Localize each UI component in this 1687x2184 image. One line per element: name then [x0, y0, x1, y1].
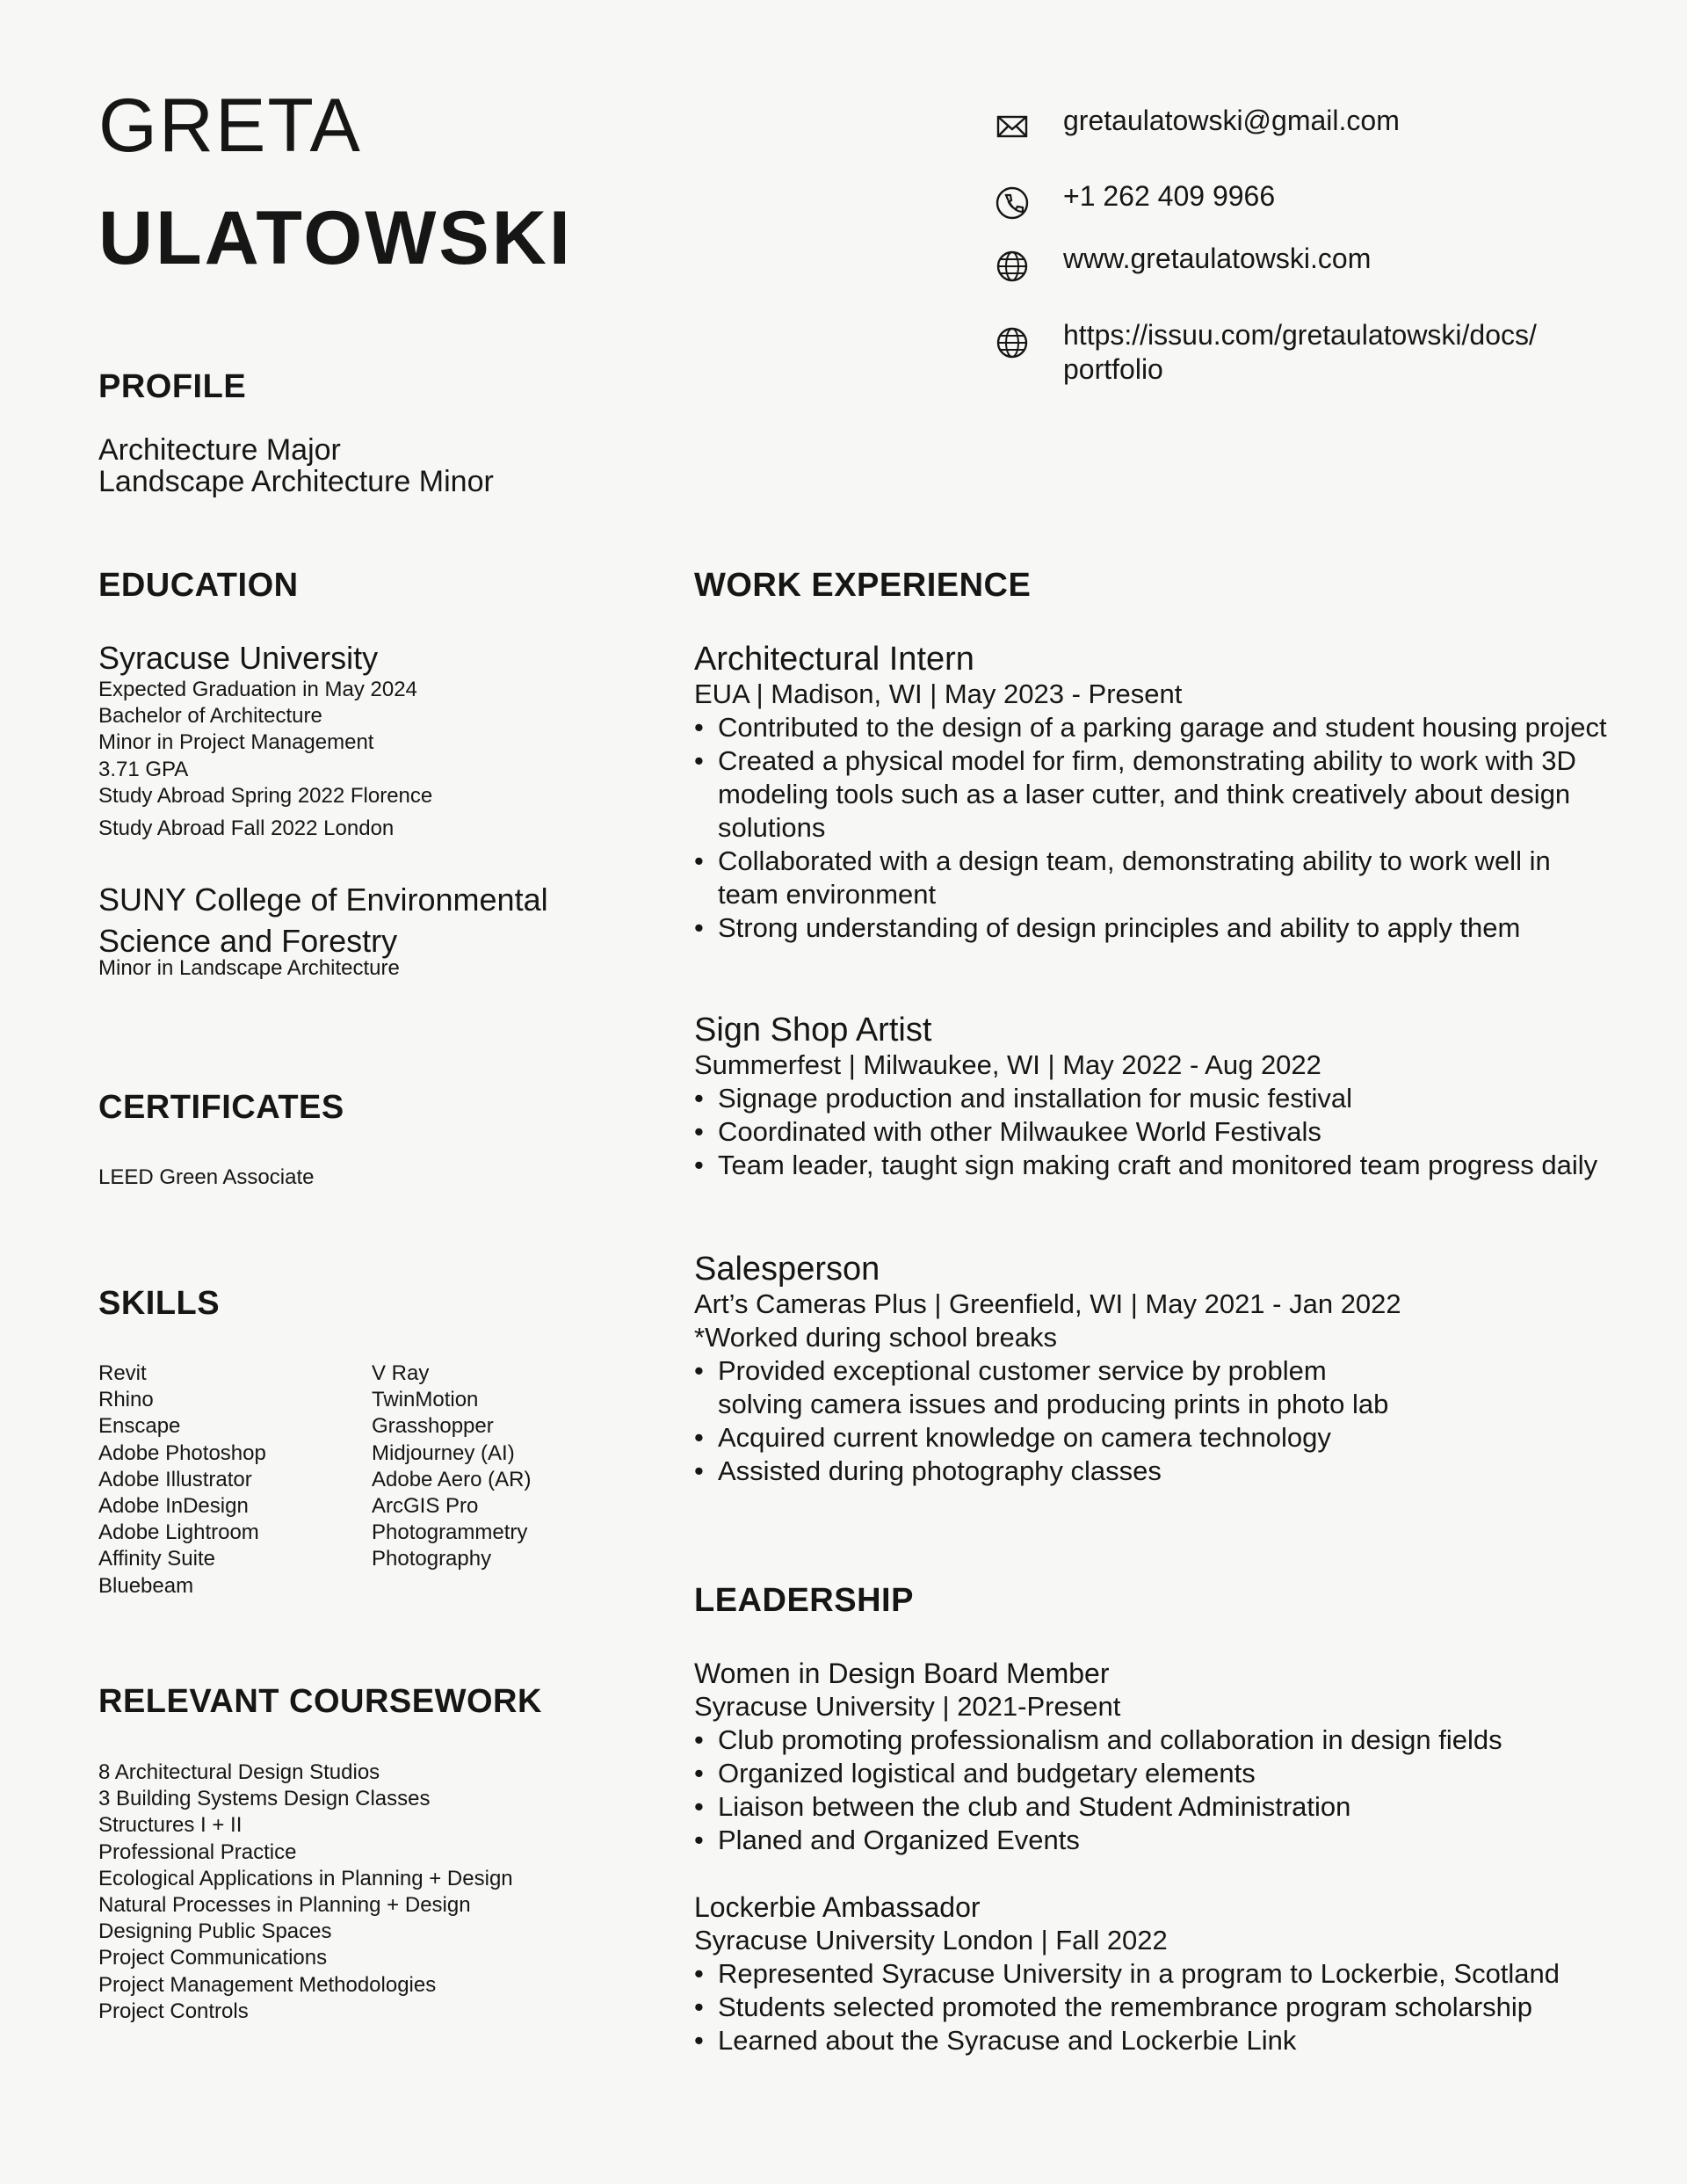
skill-item: TwinMotion [372, 1388, 479, 1412]
course-item: Natural Processes in Planning + Design [98, 1893, 471, 1918]
leadership-bullet: • Students selected promoted the remembrance program scholarship [694, 1991, 1625, 2024]
job-bullets [694, 711, 1608, 945]
syracuse-details [98, 677, 432, 809]
contact-email[interactable] [993, 104, 1400, 146]
contact-portfolio[interactable] [993, 318, 1537, 387]
job-bullet: • Acquired current knowledge on camera technology [694, 1421, 1415, 1455]
course-item: Designing Public Spaces [98, 1919, 332, 1944]
leadership-bullet: • Represented Syracuse University in a program to Lockerbie, Scotland [694, 1957, 1625, 1991]
skills-heading: SKILLS [98, 1285, 221, 1322]
profile-line-1: Architecture Major [98, 433, 341, 467]
job-sign-shop-artist [694, 1012, 1608, 1182]
skill-item: ArcGIS Pro [372, 1494, 479, 1519]
school-suny [98, 879, 548, 961]
job-salesperson [694, 1251, 1608, 1488]
course-item: 3 Building Systems Design Classes [98, 1787, 431, 1811]
leadership-bullet: • Liaison between the club and Student Administration [694, 1790, 1625, 1824]
phone-text: +1 262 409 9966 [1063, 180, 1276, 212]
skill-item: Revit [98, 1361, 147, 1385]
leadership-bullet: • Organized logistical and budgetary elements [694, 1757, 1625, 1790]
coursework-list [98, 1760, 513, 2025]
job-bullet: • Assisted during photography classes [694, 1455, 1415, 1488]
leadership-meta: Syracuse University | 2021-Present [694, 1691, 1121, 1722]
course-item: Structures I + II [98, 1813, 243, 1838]
skill-item: Adobe Aero (AR) [372, 1467, 532, 1491]
course-item: Project Communications [98, 1946, 328, 1970]
leadership-title: Lockerbie Ambassador [694, 1891, 981, 1923]
job-bullet: • Collaborated with a design team, demonstrating ability to work well in team environment [694, 845, 1608, 911]
leadership-bullets [694, 1723, 1625, 1857]
skill-item: Affinity Suite [98, 1547, 215, 1571]
syracuse-detail: Bachelor of Architecture [98, 704, 322, 729]
skill-item: Adobe Photoshop [98, 1440, 266, 1465]
leadership-bullet: • Learned about the Syracuse and Lockerbie Link [694, 2024, 1625, 2057]
job-architectural-intern [694, 641, 1608, 945]
contact-phone[interactable] [993, 179, 1275, 221]
skills-column-2 [372, 1360, 531, 1573]
job-bullets [694, 1082, 1608, 1182]
job-bullets [694, 1354, 1415, 1488]
course-item: 8 Architectural Design Studios [98, 1760, 380, 1784]
leadership-women-in-design [694, 1657, 1625, 1857]
suny-detail: Minor in Landscape Architecture [98, 956, 400, 980]
skill-item: Adobe InDesign [98, 1494, 249, 1519]
job-meta: EUA | Madison, WI | May 2023 - Present [694, 678, 1183, 709]
skill-item: Bluebeam [98, 1573, 194, 1598]
leadership-bullets [694, 1957, 1625, 2057]
leadership-lockerbie-ambassador [694, 1890, 1625, 2057]
course-item: Professional Practice [98, 1839, 297, 1864]
phone-icon [993, 183, 1032, 221]
job-bullet: • Signage production and installation for music festival [694, 1082, 1608, 1115]
skill-item: Rhino [98, 1388, 154, 1412]
course-item: Ecological Applications in Planning + Design [98, 1866, 513, 1890]
job-bullet: • Coordinated with other Milwaukee World Festivals [694, 1115, 1608, 1149]
portfolio-text [1063, 318, 1537, 387]
leadership-heading: LEADERSHIP [694, 1582, 914, 1619]
profile-heading: PROFILE [98, 368, 247, 405]
skill-item: Photography [372, 1547, 492, 1571]
skill-item: Grasshopper [372, 1414, 494, 1439]
job-bullet: • Created a physical model for firm, demonstrating ability to work with 3D modeling tools such as a laser cutter, and think creatively about design solutions [694, 744, 1608, 845]
job-bullet: • Provided exceptional customer service by problem solving camera issues and producing prints in photo lab [694, 1354, 1415, 1421]
job-note: *Worked during school breaks [694, 1322, 1057, 1353]
school-syracuse: Syracuse University [98, 640, 379, 676]
work-heading: WORK EXPERIENCE [694, 567, 1032, 604]
skill-item: Enscape [98, 1414, 181, 1439]
job-title: Salesperson [694, 1251, 880, 1288]
job-meta: Art’s Cameras Plus | Greenfield, WI | May 2021 - Jan 2022 [694, 1288, 1401, 1319]
education-heading: EDUCATION [98, 567, 299, 604]
website-text: www.gretaulatowski.com [1063, 243, 1372, 274]
globe-icon [993, 245, 1032, 284]
skill-item: Adobe Lightroom [98, 1520, 259, 1545]
profile-line-2: Landscape Architecture Minor [98, 465, 494, 498]
skill-item: Midjourney (AI) [372, 1440, 515, 1465]
syracuse-detail: Expected Graduation in May 2024 [98, 678, 417, 701]
leadership-meta: Syracuse University London | Fall 2022 [694, 1925, 1168, 1955]
contact-website[interactable] [993, 242, 1371, 284]
job-title: Sign Shop Artist [694, 1012, 932, 1048]
certificates-heading: CERTIFICATES [98, 1089, 344, 1126]
leadership-title: Women in Design Board Member [694, 1658, 1110, 1689]
skill-item: V Ray [372, 1361, 430, 1385]
syracuse-detail: Study Abroad Spring 2022 Florence [98, 783, 433, 808]
syracuse-detail: Minor in Project Management [98, 730, 374, 755]
envelope-icon [993, 107, 1032, 146]
portfolio-url-line2: portfolio [1063, 353, 1163, 385]
leadership-bullet: • Club promoting professionalism and collaboration in design fields [694, 1723, 1625, 1757]
skill-item: Photogrammetry [372, 1520, 528, 1545]
coursework-heading: RELEVANT COURSEWORK [98, 1683, 542, 1720]
portfolio-url-line1: https://issuu.com/gretaulatowski/docs/ [1063, 319, 1537, 351]
certificate-item: LEED Green Associate [98, 1165, 315, 1189]
job-bullet: • Contributed to the design of a parking garage and student housing project [694, 711, 1608, 744]
syracuse-detail: 3.71 GPA [98, 757, 189, 781]
job-meta: Summerfest | Milwaukee, WI | May 2022 - Aug 2022 [694, 1049, 1321, 1080]
job-bullet: • Team leader, taught sign making craft and monitored team progress daily [694, 1149, 1608, 1182]
profile-text [98, 434, 494, 497]
syracuse-detail-extra: Study Abroad Fall 2022 London [98, 816, 395, 840]
leadership-bullet: • Planed and Organized Events [694, 1824, 1625, 1857]
globe-icon [993, 322, 1032, 360]
course-item: Project Controls [98, 1999, 249, 2023]
skill-item: Adobe Illustrator [98, 1467, 252, 1491]
first-name: GRETA [98, 83, 362, 168]
skills-column-1 [98, 1360, 266, 1600]
job-bullet: • Strong understanding of design principles and ability to apply them [694, 911, 1608, 945]
suny-name-line1: SUNY College of Environmental [98, 882, 548, 918]
job-title: Architectural Intern [694, 641, 974, 678]
course-item: Project Management Methodologies [98, 1972, 437, 1997]
suny-name-line2: Science and Forestry [98, 923, 398, 959]
email-text: gretaulatowski@gmail.com [1063, 105, 1400, 136]
last-name: ULATOWSKI [98, 196, 573, 280]
